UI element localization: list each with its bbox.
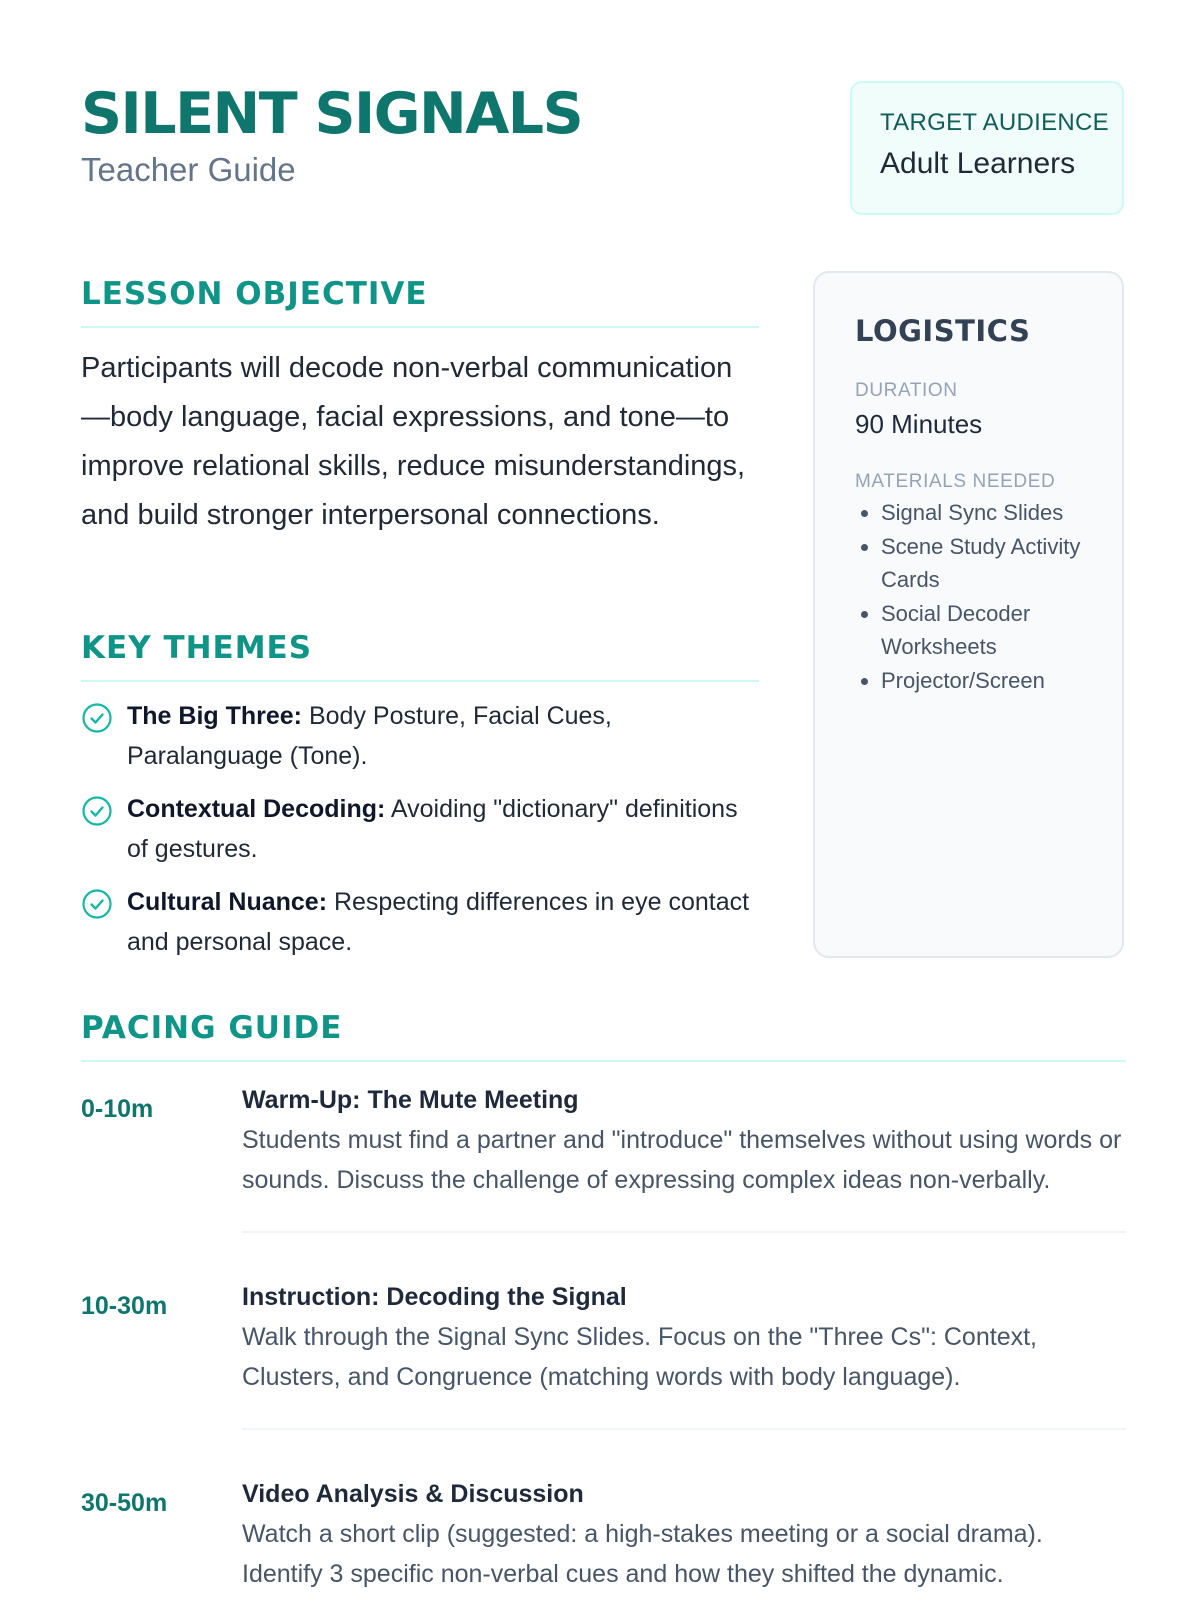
target-audience-value: Adult Learners bbox=[880, 147, 1076, 180]
pacing-body bbox=[242, 1279, 1126, 1430]
section-divider bbox=[81, 680, 759, 682]
theme-title: The Big Three: bbox=[127, 702, 303, 730]
lesson-objective-text: Participants will decode non-verbal communication—body language, facial expressions, and tone—to improve relational skills, reduce misunderstandings, and build stronger interpersonal connections. bbox=[81, 352, 746, 531]
key-themes-section bbox=[81, 628, 759, 975]
theme-item bbox=[81, 789, 759, 869]
pacing-row bbox=[81, 1082, 1126, 1233]
theme-title: Cultural Nuance: bbox=[127, 888, 328, 916]
theme-description: Respecting differences in eye contact and personal space. bbox=[127, 888, 750, 956]
theme-title: Contextual Decoding: bbox=[127, 795, 386, 823]
duration-label: DURATION bbox=[855, 380, 958, 401]
material-item: • Social Decoder Worksheets bbox=[881, 597, 1102, 664]
check-circle-icon bbox=[81, 795, 113, 827]
page-header bbox=[81, 78, 841, 190]
section-divider bbox=[81, 1060, 1126, 1062]
theme-description: Body Posture, Facial Cues, Paralanguage (Tone). bbox=[127, 702, 612, 770]
theme-item bbox=[81, 696, 759, 776]
material-item: • Scene Study Activity Cards bbox=[881, 530, 1102, 597]
page-subtitle: Teacher Guide bbox=[81, 151, 296, 188]
theme-text bbox=[127, 882, 759, 962]
check-circle-icon bbox=[81, 702, 113, 734]
logistics-card bbox=[813, 271, 1124, 958]
target-audience-card bbox=[850, 81, 1124, 215]
pacing-list bbox=[81, 1082, 1126, 1594]
theme-item bbox=[81, 882, 759, 962]
pacing-title: Video Analysis & Discussion bbox=[242, 1480, 584, 1508]
materials-list bbox=[855, 496, 1102, 697]
pacing-description: Watch a short clip (suggested: a high-stakes meeting or a social drama). Identify 3 specific non-verbal cues and how they shifted the dynamic. bbox=[242, 1520, 1043, 1588]
page-title: SILENT SIGNALS bbox=[81, 81, 583, 147]
target-audience-label: TARGET AUDIENCE bbox=[880, 109, 1109, 136]
pacing-description: Students must find a partner and "introduce" themselves without using words or sounds. Discuss the challenge of expressing complex ideas non-verbally. bbox=[242, 1126, 1122, 1194]
pacing-guide-section bbox=[81, 1008, 1126, 1594]
duration-value: 90 Minutes bbox=[855, 409, 983, 439]
pacing-body bbox=[242, 1082, 1126, 1233]
theme-text bbox=[127, 696, 759, 776]
theme-text bbox=[127, 789, 759, 869]
section-divider bbox=[81, 326, 759, 328]
pacing-time: 0-10m bbox=[81, 1095, 154, 1123]
material-item: • Projector/Screen bbox=[881, 664, 1102, 698]
lesson-objective-heading: LESSON OBJECTIVE bbox=[81, 276, 428, 312]
pacing-guide-heading: PACING GUIDE bbox=[81, 1010, 343, 1046]
pacing-time: 10-30m bbox=[81, 1292, 168, 1320]
pacing-title: Warm-Up: The Mute Meeting bbox=[242, 1086, 579, 1114]
logistics-title: LOGISTICS bbox=[855, 314, 1031, 348]
pacing-time: 30-50m bbox=[81, 1489, 168, 1517]
material-item: • Signal Sync Slides bbox=[881, 496, 1102, 530]
theme-description: Avoiding "dictionary" definitions of gestures. bbox=[127, 795, 738, 863]
lesson-objective-section bbox=[81, 274, 759, 540]
check-circle-icon bbox=[81, 888, 113, 920]
pacing-description: Walk through the Signal Sync Slides. Focus on the "Three Cs": Context, Clusters, and Congruence (matching words with body language). bbox=[242, 1323, 1037, 1391]
materials-label: MATERIALS NEEDED bbox=[855, 471, 1056, 492]
pacing-title: Instruction: Decoding the Signal bbox=[242, 1283, 627, 1311]
key-themes-heading: KEY THEMES bbox=[81, 630, 313, 666]
key-themes-list bbox=[81, 696, 759, 962]
pacing-body bbox=[242, 1476, 1126, 1594]
pacing-row bbox=[81, 1279, 1126, 1430]
pacing-row bbox=[81, 1476, 1126, 1594]
